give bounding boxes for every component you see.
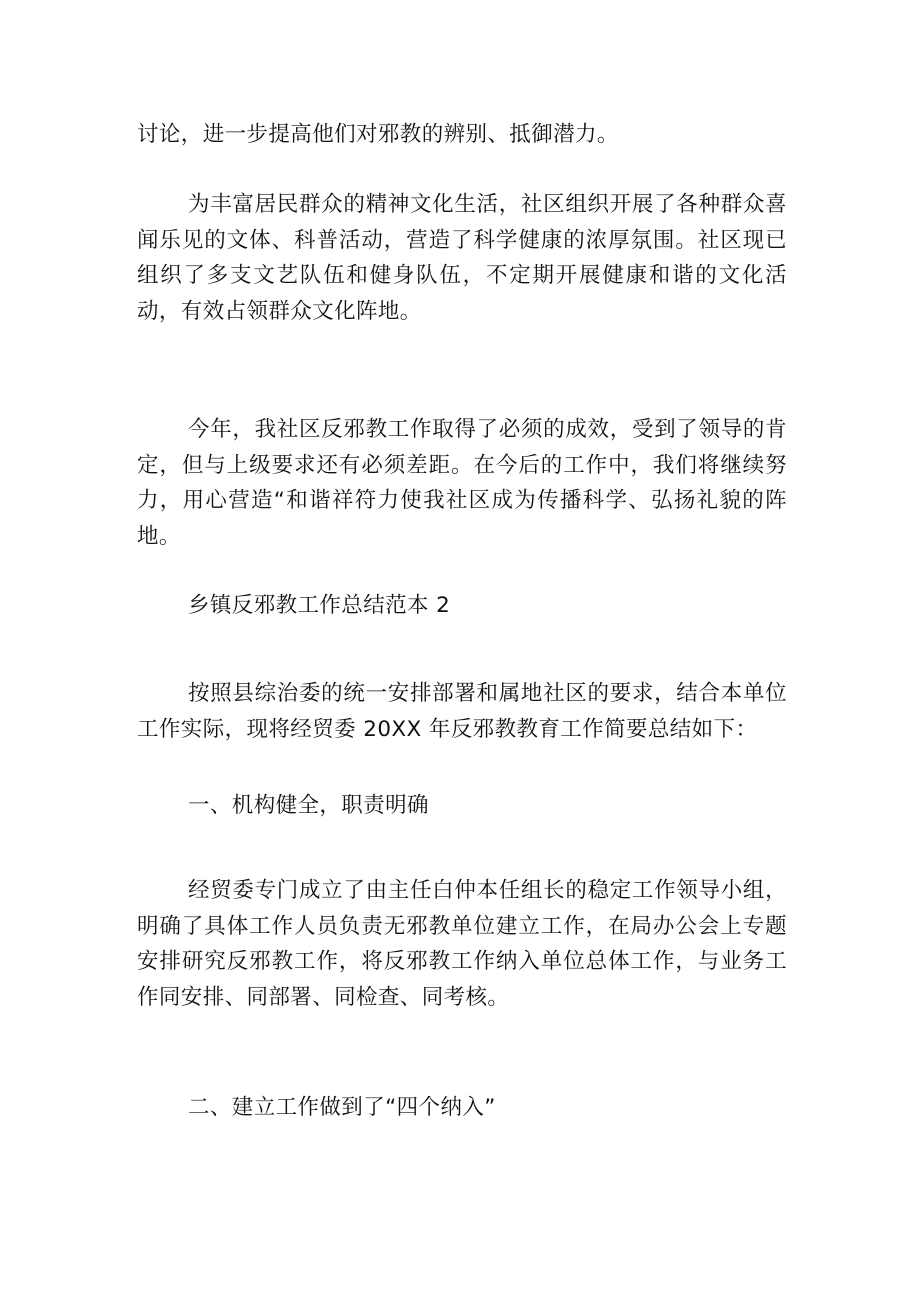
section-heading-1: 一、机构健全，职责明确	[188, 793, 429, 818]
paragraph-arrangement: 按照县综治委的统一安排部署和属地社区的要求，结合本单位工作实际，现将经贸委 20XX 年反邪教教育工作简要总结如下：	[137, 681, 787, 742]
paragraph-culture-activities: 为丰富居民群众的精神文化生活，社区组织开展了各种群众喜闻乐见的文体、科普活动，营造了科学健康的浓厚氛围。社区现已组织了多支文艺队伍和健身队伍，不定期开展健康和谐的文化活动，有效占领群众文化阵地。	[137, 192, 787, 324]
section-heading-2: 二、建立工作做到了“四个纳入”	[188, 1095, 496, 1120]
paragraph-this-year-results: 今年，我社区反邪教工作取得了必须的成效，受到了领导的肯定，但与上级要求还有必须差距。在今后的工作中，我们将继续努力，用心营造“和谐祥符力使我社区成为传播科学、弘扬礼貌的阵地。	[137, 417, 787, 549]
paragraph-leadership-group: 经贸委专门成立了由主任白仲本任组长的稳定工作领导小组，明确了具体工作人员负责无邪教单位建立工作，在局办公会上专题安排研究反邪教工作，将反邪教工作纳入单位总体工作，与业务工作同安排、同部署、同检查、同考核。	[137, 878, 787, 1010]
section-title-template-2: 乡镇反邪教工作总结范本 2	[188, 593, 451, 618]
paragraph-discussion: 讨论，进一步提高他们对邪教的辨别、抵御潜力。	[137, 122, 619, 147]
